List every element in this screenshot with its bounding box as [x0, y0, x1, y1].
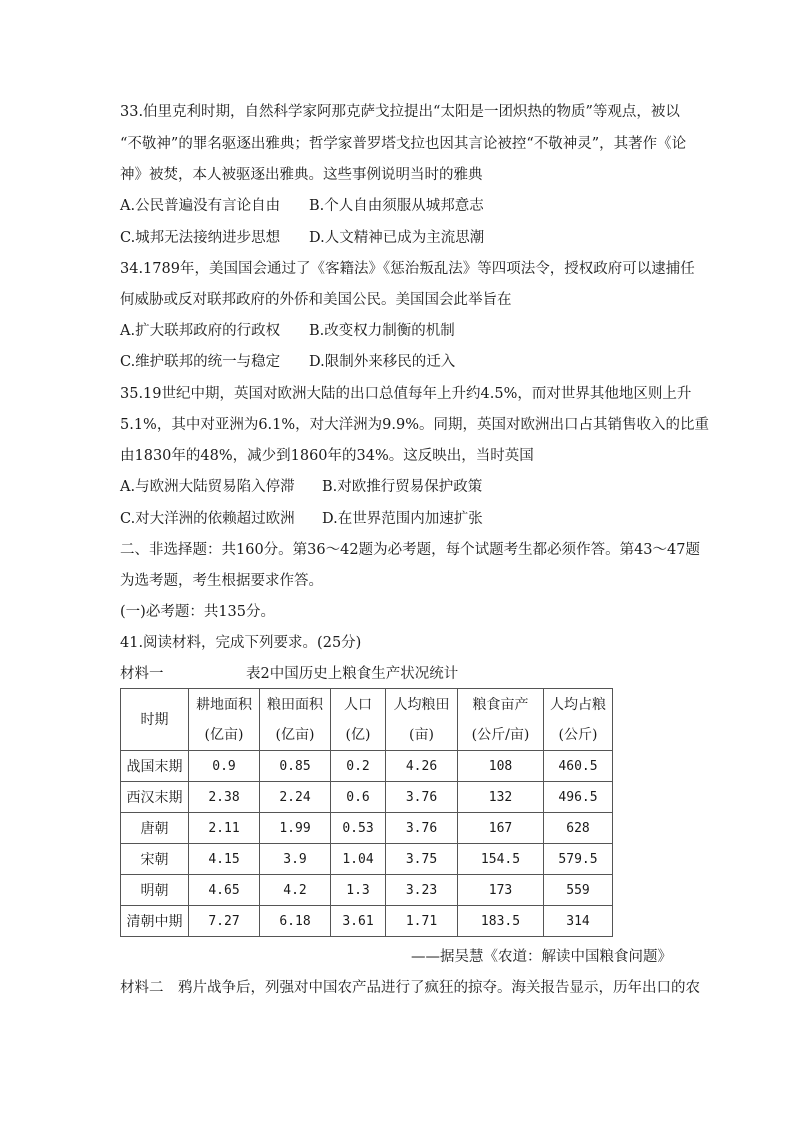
- cell-value: 167: [458, 813, 544, 844]
- material2-text: 材料二 鸦片战争后，列强对中国农产品进行了疯狂的掠夺。海关报告显示，历年出口的农: [120, 980, 700, 996]
- cell-value: 0.2: [331, 751, 386, 782]
- cell-value: 0.9: [189, 751, 260, 782]
- table-title: 表2中国历史上粮食生产状况统计: [246, 666, 459, 682]
- table-row: [121, 844, 613, 875]
- cell-value: 2.11: [189, 813, 260, 844]
- cell-period: 宋朝: [121, 844, 189, 875]
- q35-option-a[interactable]: A.与欧洲大陆贸易陷入停滞: [120, 479, 295, 495]
- cell-value: 2.38: [189, 782, 260, 813]
- cell-value: 108: [458, 751, 544, 782]
- cell-value: 3.61: [331, 906, 386, 937]
- header-cell-period: 时期: [121, 689, 189, 751]
- cell-value: 2.24: [260, 782, 331, 813]
- table-header-row: [121, 689, 613, 751]
- header-cell-yield: 粮食亩产 (公斤/亩): [458, 689, 544, 751]
- q35-stem-line-2: 5.1%，其中对亚洲为6.1%，对大洋洲为9.9%。同期，英国对欧洲出口占其销售收入的比重: [120, 417, 710, 433]
- cell-value: 1.71: [386, 906, 458, 937]
- cell-value: 4.65: [189, 875, 260, 906]
- cell-period: 西汉末期: [121, 782, 189, 813]
- q34-option-b[interactable]: B.改变权力制衡的机制: [309, 323, 455, 339]
- header-cell-population: 人口 (亿): [331, 689, 386, 751]
- section2-line-2: 为选考题，考生根据要求作答。: [120, 573, 323, 589]
- q35-stem-line-3: 由1830年的48%，减少到1860年的34%。这反映出，当时英国: [120, 448, 534, 464]
- cell-value: 7.27: [189, 906, 260, 937]
- cell-value: 4.26: [386, 751, 458, 782]
- cell-value: 3.23: [386, 875, 458, 906]
- table-row: [121, 751, 613, 782]
- cell-value: 4.2: [260, 875, 331, 906]
- table-source: ——据吴慧《农道：解读中国粮食问题》: [411, 949, 672, 965]
- q33-stem-line-2: “不敬神”的罪名驱逐出雅典；哲学家普罗塔戈拉也因其言论被控“不敬神灵”，其著作《论: [120, 136, 687, 152]
- q33-stem-line-1: 33.伯里克利时期，自然科学家阿那克萨戈拉提出“太阳是一团炽热的物质”等观点，被以: [120, 104, 680, 120]
- q34-option-c[interactable]: C.维护联邦的统一与稳定: [120, 354, 281, 370]
- cell-value: 3.76: [386, 813, 458, 844]
- q35-option-b[interactable]: B.对欧推行贸易保护政策: [322, 479, 483, 495]
- cell-value: 6.18: [260, 906, 331, 937]
- cell-value: 0.85: [260, 751, 331, 782]
- header-cell-arable: 耕地面积 (亿亩): [189, 689, 260, 751]
- cell-period: 明朝: [121, 875, 189, 906]
- q34-stem-line-2: 何威胁或反对联邦政府的外侨和美国公民。美国国会此举旨在: [120, 292, 512, 308]
- q34-option-a[interactable]: A.扩大联邦政府的行政权: [120, 323, 281, 339]
- cell-value: 460.5: [544, 751, 613, 782]
- cell-value: 3.9: [260, 844, 331, 875]
- q33-option-d[interactable]: D.人文精神已成为主流思潮: [309, 230, 485, 246]
- cell-value: 183.5: [458, 906, 544, 937]
- q33-option-b[interactable]: B.个人自由须服从城邦意志: [309, 198, 484, 214]
- cell-value: 628: [544, 813, 613, 844]
- cell-value: 1.04: [331, 844, 386, 875]
- cell-value: 314: [544, 906, 613, 937]
- cell-value: 0.53: [331, 813, 386, 844]
- cell-value: 173: [458, 875, 544, 906]
- q41-stem: 41.阅读材料，完成下列要求。(25分): [120, 635, 362, 651]
- cell-value: 1.99: [260, 813, 331, 844]
- material1-label: 材料一: [120, 666, 164, 682]
- cell-value: 496.5: [544, 782, 613, 813]
- cell-value: 3.76: [386, 782, 458, 813]
- table-row: [121, 782, 613, 813]
- cell-value: 0.6: [331, 782, 386, 813]
- header-cell-grain-field: 粮田面积 (亿亩): [260, 689, 331, 751]
- header-cell-field-per-capita: 人均粮田 (亩): [386, 689, 458, 751]
- q35-stem-line-1: 35.19世纪中期，英国对欧洲大陆的出口总值每年上升约4.5%，而对世界其他地区则上升: [120, 386, 692, 402]
- section2-line-1: 二、非选择题：共160分。第36～42题为必考题，每个试题考生都必须作答。第43～47题: [120, 542, 700, 558]
- cell-value: 3.75: [386, 844, 458, 875]
- cell-value: 154.5: [458, 844, 544, 875]
- cell-value: 132: [458, 782, 544, 813]
- q33-stem-line-3: 神》被焚，本人被驱逐出雅典。这些事例说明当时的雅典: [120, 167, 483, 183]
- q35-option-d[interactable]: D.在世界范围内加速扩张: [322, 511, 483, 527]
- cell-value: 4.15: [189, 844, 260, 875]
- table-row: [121, 813, 613, 844]
- cell-period: 唐朝: [121, 813, 189, 844]
- grain-production-table: [120, 688, 613, 937]
- cell-period: 战国末期: [121, 751, 189, 782]
- q34-option-d[interactable]: D.限制外来移民的迁入: [309, 354, 456, 370]
- q34-stem-line-1: 34.1789年，美国国会通过了《客籍法》《惩治叛乱法》等四项法令，授权政府可以逮捕任: [120, 261, 695, 277]
- table-row: [121, 875, 613, 906]
- cell-period: 清朝中期: [121, 906, 189, 937]
- cell-value: 559: [544, 875, 613, 906]
- q35-option-c[interactable]: C.对大洋洲的依赖超过欧洲: [120, 511, 295, 527]
- cell-value: 1.3: [331, 875, 386, 906]
- cell-value: 579.5: [544, 844, 613, 875]
- q33-option-a[interactable]: A.公民普遍没有言论自由: [120, 198, 281, 214]
- section2-required: (一)必考题：共135分。: [120, 604, 275, 620]
- table-row: [121, 906, 613, 937]
- q33-option-c[interactable]: C.城邦无法接纳进步思想: [120, 230, 281, 246]
- header-cell-grain-per-capita: 人均占粮 (公斤): [544, 689, 613, 751]
